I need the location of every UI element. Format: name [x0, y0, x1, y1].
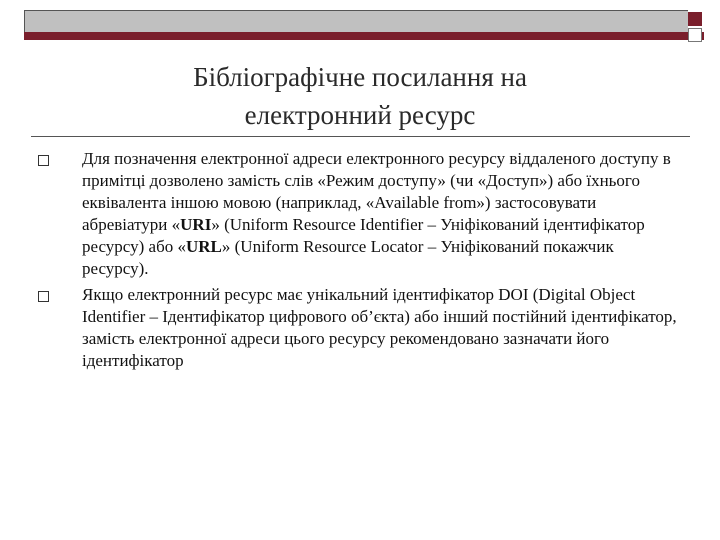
slide-title-line-2: електронний ресурс [244, 100, 476, 130]
slide-title [60, 58, 660, 134]
bullet-text: » (Uniform Resource Identifier – Уніфікований ідентифікатор ресурсу) або « [82, 215, 645, 256]
title-divider [31, 136, 690, 137]
corner-square-outline [688, 28, 702, 42]
bullet-list [38, 148, 683, 376]
slide-title-line-1: Бібліографічне посилання на [193, 62, 527, 92]
square-bullet-icon [38, 155, 49, 166]
corner-square-filled [688, 12, 702, 26]
top-grey-bar [24, 10, 688, 32]
bullet-text: » (Uniform Resource Locator – Уніфікований покажчик ресурсу). [82, 237, 614, 278]
bullet-item-doi [38, 284, 683, 372]
square-bullet-icon [38, 291, 49, 302]
top-accent-bar [24, 32, 704, 40]
bullet-text: Якщо електронний ресурс має унікальний ідентифікатор DOI (Digital Object Identifier – Ідентифікатор цифрового об’єкта) або інший постійний ідентифікатор, замість електронної адреси цього ресурсу рекомендовано зазначати його ідентифікатор [82, 285, 677, 370]
bullet-bold-term-url: URL [185, 237, 222, 256]
bullet-text: Для позначення електронної адреси електронного ресурсу віддаленого доступу в примітці дозволено замість слів «Режим доступу» (чи «Доступ») або їхнього еквівалента іншою мовою (наприклад, «Available from») застосовувати абревіатури « [82, 149, 671, 234]
bullet-bold-term-uri: URI [180, 215, 212, 234]
top-decorative-band [24, 10, 688, 40]
bullet-item-uri-url [38, 148, 683, 280]
